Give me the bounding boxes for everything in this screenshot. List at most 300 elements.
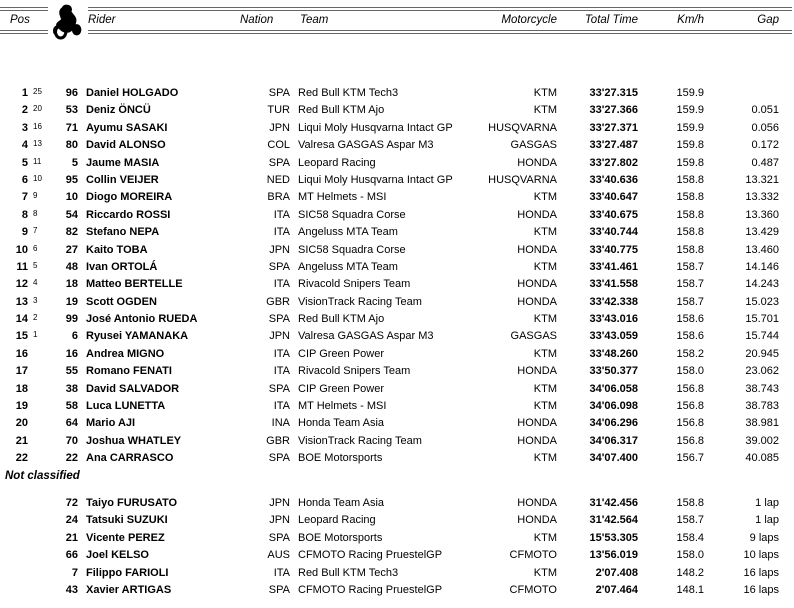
team-cell: Red Bull KTM Tech3 — [298, 566, 399, 579]
rider-name-cell: Tatsuki SUZUKI — [86, 514, 168, 527]
gap-cell: 1 lap — [755, 514, 779, 527]
total-time-cell: 33'41.461 — [589, 260, 638, 273]
nation-cell: JPN — [269, 497, 290, 509]
table-row — [0, 547, 794, 564]
position-cell: 7 — [21, 191, 28, 204]
gap-cell: 38.783 — [745, 400, 779, 413]
team-cell: SIC58 Squadra Corse — [298, 208, 406, 221]
table-row — [0, 102, 794, 119]
total-time-cell: 13'56.019 — [589, 549, 638, 562]
rider-number-cell: 70 — [65, 434, 78, 447]
kmh-cell: 156.8 — [676, 382, 704, 395]
total-time-cell: 33'43.016 — [589, 313, 638, 326]
rider-number-cell: 82 — [65, 226, 78, 239]
rider-number-cell: 48 — [65, 260, 78, 273]
table-row — [0, 398, 794, 415]
total-time-cell: 34'06.317 — [589, 434, 638, 447]
position-cell: 9 — [21, 226, 28, 239]
rider-name-cell: Taiyo FURUSATO — [86, 497, 178, 509]
kmh-cell: 158.7 — [676, 260, 704, 273]
team-cell: VisionTrack Racing Team — [298, 295, 422, 308]
points-cell: 16 — [33, 121, 42, 131]
total-time-cell: 33'48.260 — [589, 347, 638, 360]
motorcycle-cell: KTM — [533, 347, 557, 360]
gap-cell: 40.085 — [745, 452, 779, 465]
gap-cell: 38.743 — [745, 382, 779, 395]
table-row — [0, 172, 794, 189]
rider-name-cell: Daniel HOLGADO — [86, 87, 179, 99]
rider-number-cell: 6 — [71, 330, 78, 343]
column-header-total-time: Total Time — [584, 14, 638, 26]
points-cell: 20 — [33, 104, 42, 114]
position-cell: 18 — [15, 382, 28, 395]
team-cell: Liqui Moly Husqvarna Intact GP — [298, 173, 453, 186]
points-cell: 13 — [33, 139, 42, 149]
rider-number-cell: 99 — [65, 313, 78, 326]
motorcycle-racer-icon — [48, 2, 88, 42]
not-classified-results — [0, 495, 794, 599]
kmh-cell: 158.8 — [676, 208, 704, 221]
points-cell: 3 — [33, 295, 38, 305]
nation-cell: SPA — [268, 87, 290, 99]
nation-cell: AUS — [267, 549, 290, 562]
table-row — [0, 565, 794, 582]
gap-cell: 10 laps — [743, 549, 779, 562]
gap-cell: 16 laps — [743, 583, 779, 596]
column-header-nation: Nation — [240, 14, 274, 26]
kmh-cell: 159.9 — [676, 87, 704, 99]
kmh-cell: 159.9 — [676, 121, 704, 134]
rider-name-cell: Mario AJI — [86, 417, 136, 430]
team-cell: Red Bull KTM Ajo — [298, 313, 385, 326]
team-cell: Leopard Racing — [298, 156, 376, 169]
kmh-cell: 158.8 — [676, 243, 704, 256]
motorcycle-cell: KTM — [533, 400, 557, 413]
nation-cell: SPA — [268, 531, 290, 544]
team-cell: Honda Team Asia — [298, 417, 385, 430]
gap-cell — [704, 85, 779, 102]
column-header-motorcycle: Motorcycle — [501, 14, 557, 26]
table-row — [0, 120, 794, 137]
points-cell — [28, 563, 48, 580]
team-cell: Red Bull KTM Ajo — [298, 104, 385, 117]
table-row — [0, 450, 794, 467]
rider-name-cell: David ALONSO — [86, 139, 166, 152]
position-cell: 17 — [15, 365, 28, 378]
kmh-cell: 159.8 — [676, 156, 704, 169]
points-cell — [28, 510, 48, 527]
nation-cell: SPA — [268, 452, 290, 465]
position-cell — [0, 530, 28, 547]
motorcycle-cell: KTM — [533, 313, 557, 326]
points-cell: 4 — [33, 278, 38, 288]
position-cell: 12 — [15, 278, 28, 291]
points-cell — [28, 413, 48, 430]
rider-number-cell: 22 — [65, 452, 78, 465]
rider-number-cell: 16 — [65, 347, 78, 360]
column-header-team: Team — [300, 14, 329, 26]
gap-cell: 14.146 — [745, 260, 779, 273]
team-cell: Angeluss MTA Team — [298, 226, 398, 239]
rider-number-cell: 95 — [65, 173, 78, 186]
total-time-cell: 34'06.296 — [589, 417, 638, 430]
column-header-pos: Pos — [10, 14, 30, 26]
nation-cell: ITA — [273, 365, 290, 378]
position-cell: 15 — [15, 330, 28, 343]
rider-name-cell: Ivan ORTOLÁ — [86, 260, 158, 273]
rider-name-cell: Collin VEIJER — [86, 173, 159, 186]
nation-cell: SPA — [268, 260, 290, 273]
kmh-cell: 148.1 — [676, 583, 704, 596]
gap-cell: 13.460 — [745, 243, 779, 256]
header-bottom-rule — [0, 30, 792, 34]
table-row — [0, 276, 794, 293]
points-cell — [28, 580, 48, 597]
total-time-cell: 34'06.098 — [589, 400, 638, 413]
nation-cell: ITA — [273, 566, 290, 579]
rider-number-cell: 54 — [65, 208, 78, 221]
position-cell: 21 — [15, 434, 28, 447]
gap-cell: 15.023 — [745, 295, 779, 308]
nation-cell: ITA — [273, 400, 290, 413]
gap-cell: 13.332 — [745, 191, 779, 204]
kmh-cell: 158.8 — [676, 497, 704, 509]
kmh-cell: 156.8 — [676, 434, 704, 447]
kmh-cell: 158.7 — [676, 278, 704, 291]
position-cell — [0, 582, 28, 599]
total-time-cell: 33'40.744 — [589, 226, 638, 239]
total-time-cell: 15'53.305 — [589, 531, 638, 544]
rider-name-cell: Andrea MIGNO — [86, 347, 165, 360]
points-cell — [28, 396, 48, 413]
gap-cell: 1 lap — [755, 497, 779, 509]
table-row — [0, 530, 794, 547]
kmh-cell: 156.7 — [676, 452, 704, 465]
table-row — [0, 155, 794, 172]
position-cell: 1 — [21, 87, 28, 99]
gap-cell: 14.243 — [745, 278, 779, 291]
motorcycle-cell: CFMOTO — [509, 549, 557, 562]
table-row — [0, 294, 794, 311]
motorcycle-cell: HONDA — [517, 365, 557, 378]
motorcycle-cell: KTM — [533, 531, 557, 544]
rider-number-cell: 80 — [65, 139, 78, 152]
motorcycle-cell: HONDA — [517, 417, 557, 430]
gap-cell: 0.487 — [751, 156, 779, 169]
nation-cell: SPA — [268, 583, 290, 596]
rider-number-cell: 10 — [65, 191, 78, 204]
total-time-cell: 33'27.487 — [589, 139, 638, 152]
nation-cell: SPA — [268, 313, 290, 326]
rider-name-cell: Joel KELSO — [86, 549, 149, 562]
points-cell: 25 — [33, 87, 42, 96]
motorcycle-cell: HUSQVARNA — [488, 121, 557, 134]
rider-name-cell: Riccardo ROSSI — [86, 208, 171, 221]
gap-cell: 15.701 — [745, 313, 779, 326]
total-time-cell: 33'27.315 — [589, 87, 638, 99]
team-cell: MT Helmets - MSI — [298, 400, 387, 413]
position-cell: 2 — [21, 104, 28, 117]
total-time-cell: 2'07.408 — [595, 566, 638, 579]
points-cell — [28, 379, 48, 396]
gap-cell: 38.981 — [745, 417, 779, 430]
gap-cell: 13.321 — [745, 173, 779, 186]
table-row — [0, 207, 794, 224]
motorcycle-cell: HONDA — [517, 295, 557, 308]
total-time-cell: 33'43.059 — [589, 330, 638, 343]
position-cell: 4 — [21, 139, 28, 152]
rider-name-cell: José Antonio RUEDA — [86, 313, 198, 326]
rider-name-cell: Filippo FARIOLI — [86, 566, 169, 579]
kmh-cell: 158.8 — [676, 191, 704, 204]
nation-cell: JPN — [269, 330, 290, 343]
points-cell: 1 — [33, 330, 38, 340]
team-cell: Honda Team Asia — [298, 497, 385, 509]
motorcycle-cell: KTM — [533, 566, 557, 579]
rider-number-cell: 53 — [65, 104, 78, 117]
nation-cell: JPN — [269, 243, 290, 256]
results-table-header — [0, 0, 794, 40]
rider-name-cell: Kaito TOBA — [86, 243, 148, 256]
points-cell: 6 — [33, 243, 38, 253]
header-top-rule — [0, 7, 792, 11]
rider-number-cell: 27 — [65, 243, 78, 256]
rider-number-cell: 72 — [65, 497, 78, 509]
rider-number-cell: 38 — [65, 382, 78, 395]
position-cell: 14 — [15, 313, 28, 326]
motorcycle-cell: HONDA — [517, 434, 557, 447]
rider-name-cell: Diogo MOREIRA — [86, 191, 173, 204]
position-cell — [0, 495, 28, 512]
table-row — [0, 415, 794, 432]
motorcycle-cell: HONDA — [517, 156, 557, 169]
rider-name-cell: David SALVADOR — [86, 382, 180, 395]
rider-number-cell: 55 — [65, 365, 78, 378]
team-cell: Valresa GASGAS Aspar M3 — [298, 139, 434, 152]
rider-number-cell: 58 — [65, 400, 78, 413]
table-row — [0, 346, 794, 363]
nation-cell: INA — [271, 417, 290, 430]
total-time-cell: 33'27.802 — [589, 156, 638, 169]
not-classified-label: Not classified — [5, 470, 80, 482]
position-cell: 19 — [15, 400, 28, 413]
nation-cell: ITA — [273, 278, 290, 291]
motorcycle-cell: HONDA — [517, 278, 557, 291]
points-cell: 7 — [33, 226, 38, 236]
points-cell — [28, 545, 48, 562]
nation-cell: GBR — [266, 434, 290, 447]
kmh-cell: 158.8 — [676, 226, 704, 239]
kmh-cell: 148.2 — [676, 566, 704, 579]
rider-number-cell: 43 — [65, 583, 78, 596]
gap-cell: 0.056 — [751, 121, 779, 134]
rider-name-cell: Xavier ARTIGAS — [86, 583, 172, 596]
points-cell — [28, 493, 48, 510]
rider-name-cell: Scott OGDEN — [86, 295, 157, 308]
nation-cell: ITA — [273, 208, 290, 221]
gap-cell: 13.360 — [745, 208, 779, 221]
team-cell: Rivacold Snipers Team — [298, 365, 411, 378]
rider-name-cell: Jaume MASIA — [86, 156, 160, 169]
kmh-cell: 159.8 — [676, 139, 704, 152]
kmh-cell: 156.8 — [676, 400, 704, 413]
position-cell — [0, 547, 28, 564]
points-cell — [28, 361, 48, 378]
position-cell: 10 — [15, 243, 28, 256]
rider-name-cell: Luca LUNETTA — [86, 400, 166, 413]
points-cell — [28, 528, 48, 545]
nation-cell: BRA — [267, 191, 290, 204]
team-cell: CIP Green Power — [298, 382, 385, 395]
team-cell: Liqui Moly Husqvarna Intact GP — [298, 121, 453, 134]
team-cell: CFMOTO Racing PruestelGP — [298, 583, 443, 596]
classified-results — [0, 85, 794, 468]
gap-cell: 16 laps — [743, 566, 779, 579]
table-row — [0, 242, 794, 259]
motorcycle-cell: KTM — [533, 382, 557, 395]
rider-number-cell: 66 — [65, 549, 78, 562]
rider-name-cell: Ryusei YAMANAKA — [86, 330, 189, 343]
gap-cell: 20.945 — [745, 347, 779, 360]
rider-number-cell: 5 — [71, 156, 78, 169]
table-row — [0, 582, 794, 599]
total-time-cell: 33'27.371 — [589, 121, 638, 134]
motorcycle-cell: KTM — [533, 191, 557, 204]
kmh-cell: 159.9 — [676, 104, 704, 117]
nation-cell: ITA — [273, 226, 290, 239]
position-cell: 3 — [21, 121, 28, 134]
nation-cell: SPA — [268, 382, 290, 395]
motorcycle-cell: KTM — [533, 452, 557, 465]
points-cell — [28, 344, 48, 361]
rider-name-cell: Romano FENATI — [86, 365, 172, 378]
total-time-cell: 31'42.456 — [589, 497, 638, 509]
kmh-cell: 158.0 — [676, 549, 704, 562]
team-cell: Angeluss MTA Team — [298, 260, 398, 273]
team-cell: BOE Motorsports — [298, 452, 383, 465]
nation-cell: ITA — [273, 347, 290, 360]
total-time-cell: 33'40.775 — [589, 243, 638, 256]
nation-cell: COL — [267, 139, 290, 152]
table-row — [0, 224, 794, 241]
column-header-rider: Rider — [88, 14, 116, 26]
position-cell — [0, 512, 28, 529]
rider-number-cell: 18 — [65, 278, 78, 291]
nation-cell: TUR — [267, 104, 290, 117]
team-cell: SIC58 Squadra Corse — [298, 243, 406, 256]
rider-number-cell: 71 — [65, 121, 78, 134]
table-row — [0, 259, 794, 276]
total-time-cell: 33'41.558 — [589, 278, 638, 291]
nation-cell: NED — [266, 173, 290, 186]
total-time-cell: 33'42.338 — [589, 295, 638, 308]
position-cell: 16 — [15, 347, 28, 360]
position-cell: 6 — [21, 173, 28, 186]
nation-cell: JPN — [269, 514, 290, 527]
nation-cell: GBR — [266, 295, 290, 308]
points-cell — [28, 431, 48, 448]
rider-name-cell: Ayumu SASAKI — [86, 121, 168, 134]
points-cell: 2 — [33, 313, 38, 323]
gap-cell: 13.429 — [745, 226, 779, 239]
motorcycle-cell: GASGAS — [510, 139, 557, 152]
points-cell: 9 — [33, 191, 38, 201]
motorcycle-cell: CFMOTO — [509, 583, 557, 596]
motorcycle-cell: HONDA — [517, 243, 557, 256]
rider-name-cell: Deniz ÖNCÜ — [86, 104, 151, 117]
motorcycle-cell: HONDA — [517, 208, 557, 221]
team-cell: VisionTrack Racing Team — [298, 434, 422, 447]
team-cell: Valresa GASGAS Aspar M3 — [298, 330, 434, 343]
position-cell: 5 — [21, 156, 28, 169]
rider-name-cell: Joshua WHATLEY — [86, 434, 182, 447]
kmh-cell: 156.8 — [676, 417, 704, 430]
table-row — [0, 328, 794, 345]
gap-cell: 0.051 — [751, 104, 779, 117]
table-row — [0, 495, 794, 512]
motorcycle-cell: HUSQVARNA — [488, 173, 557, 186]
team-cell: Leopard Racing — [298, 514, 376, 527]
position-cell: 13 — [15, 295, 28, 308]
rider-name-cell: Matteo BERTELLE — [86, 278, 183, 291]
kmh-cell: 158.2 — [676, 347, 704, 360]
table-row — [0, 381, 794, 398]
kmh-cell: 158.8 — [676, 173, 704, 186]
team-cell: CIP Green Power — [298, 347, 385, 360]
team-cell: Rivacold Snipers Team — [298, 278, 411, 291]
rider-number-cell: 7 — [71, 566, 78, 579]
table-row — [0, 189, 794, 206]
rider-name-cell: Vicente PEREZ — [86, 531, 165, 544]
table-row — [0, 137, 794, 154]
position-cell — [0, 565, 28, 582]
points-cell: 11 — [33, 156, 42, 166]
rider-number-cell: 19 — [65, 295, 78, 308]
table-row — [0, 85, 794, 102]
table-row — [0, 433, 794, 450]
total-time-cell: 2'07.464 — [595, 583, 638, 596]
kmh-cell: 158.7 — [676, 514, 704, 527]
position-cell: 11 — [16, 260, 28, 273]
motorcycle-cell: KTM — [533, 260, 557, 273]
total-time-cell: 33'27.366 — [589, 104, 638, 117]
points-cell — [28, 448, 48, 465]
rider-number-cell: 24 — [65, 514, 78, 527]
table-row — [0, 363, 794, 380]
column-header-kmh: Km/h — [677, 14, 704, 26]
rider-name-cell: Stefano NEPA — [86, 226, 160, 239]
position-cell: 8 — [21, 208, 28, 221]
rider-number-cell: 21 — [65, 531, 78, 544]
points-cell: 10 — [33, 173, 42, 183]
table-row — [0, 512, 794, 529]
motorcycle-cell: HONDA — [517, 497, 557, 509]
motorcycle-cell: KTM — [533, 104, 557, 117]
total-time-cell: 33'40.636 — [589, 173, 638, 186]
motorcycle-cell: KTM — [533, 87, 557, 99]
team-cell: CFMOTO Racing PruestelGP — [298, 549, 443, 562]
kmh-cell: 158.4 — [676, 531, 704, 544]
motorcycle-cell: KTM — [533, 226, 557, 239]
position-cell: 20 — [15, 417, 28, 430]
team-cell: Red Bull KTM Tech3 — [298, 87, 399, 99]
column-header-gap: Gap — [757, 14, 779, 26]
total-time-cell: 31'42.564 — [589, 514, 638, 527]
gap-cell: 0.172 — [751, 139, 779, 152]
total-time-cell: 33'50.377 — [589, 365, 638, 378]
motorcycle-cell: HONDA — [517, 514, 557, 527]
total-time-cell: 33'40.647 — [589, 191, 638, 204]
